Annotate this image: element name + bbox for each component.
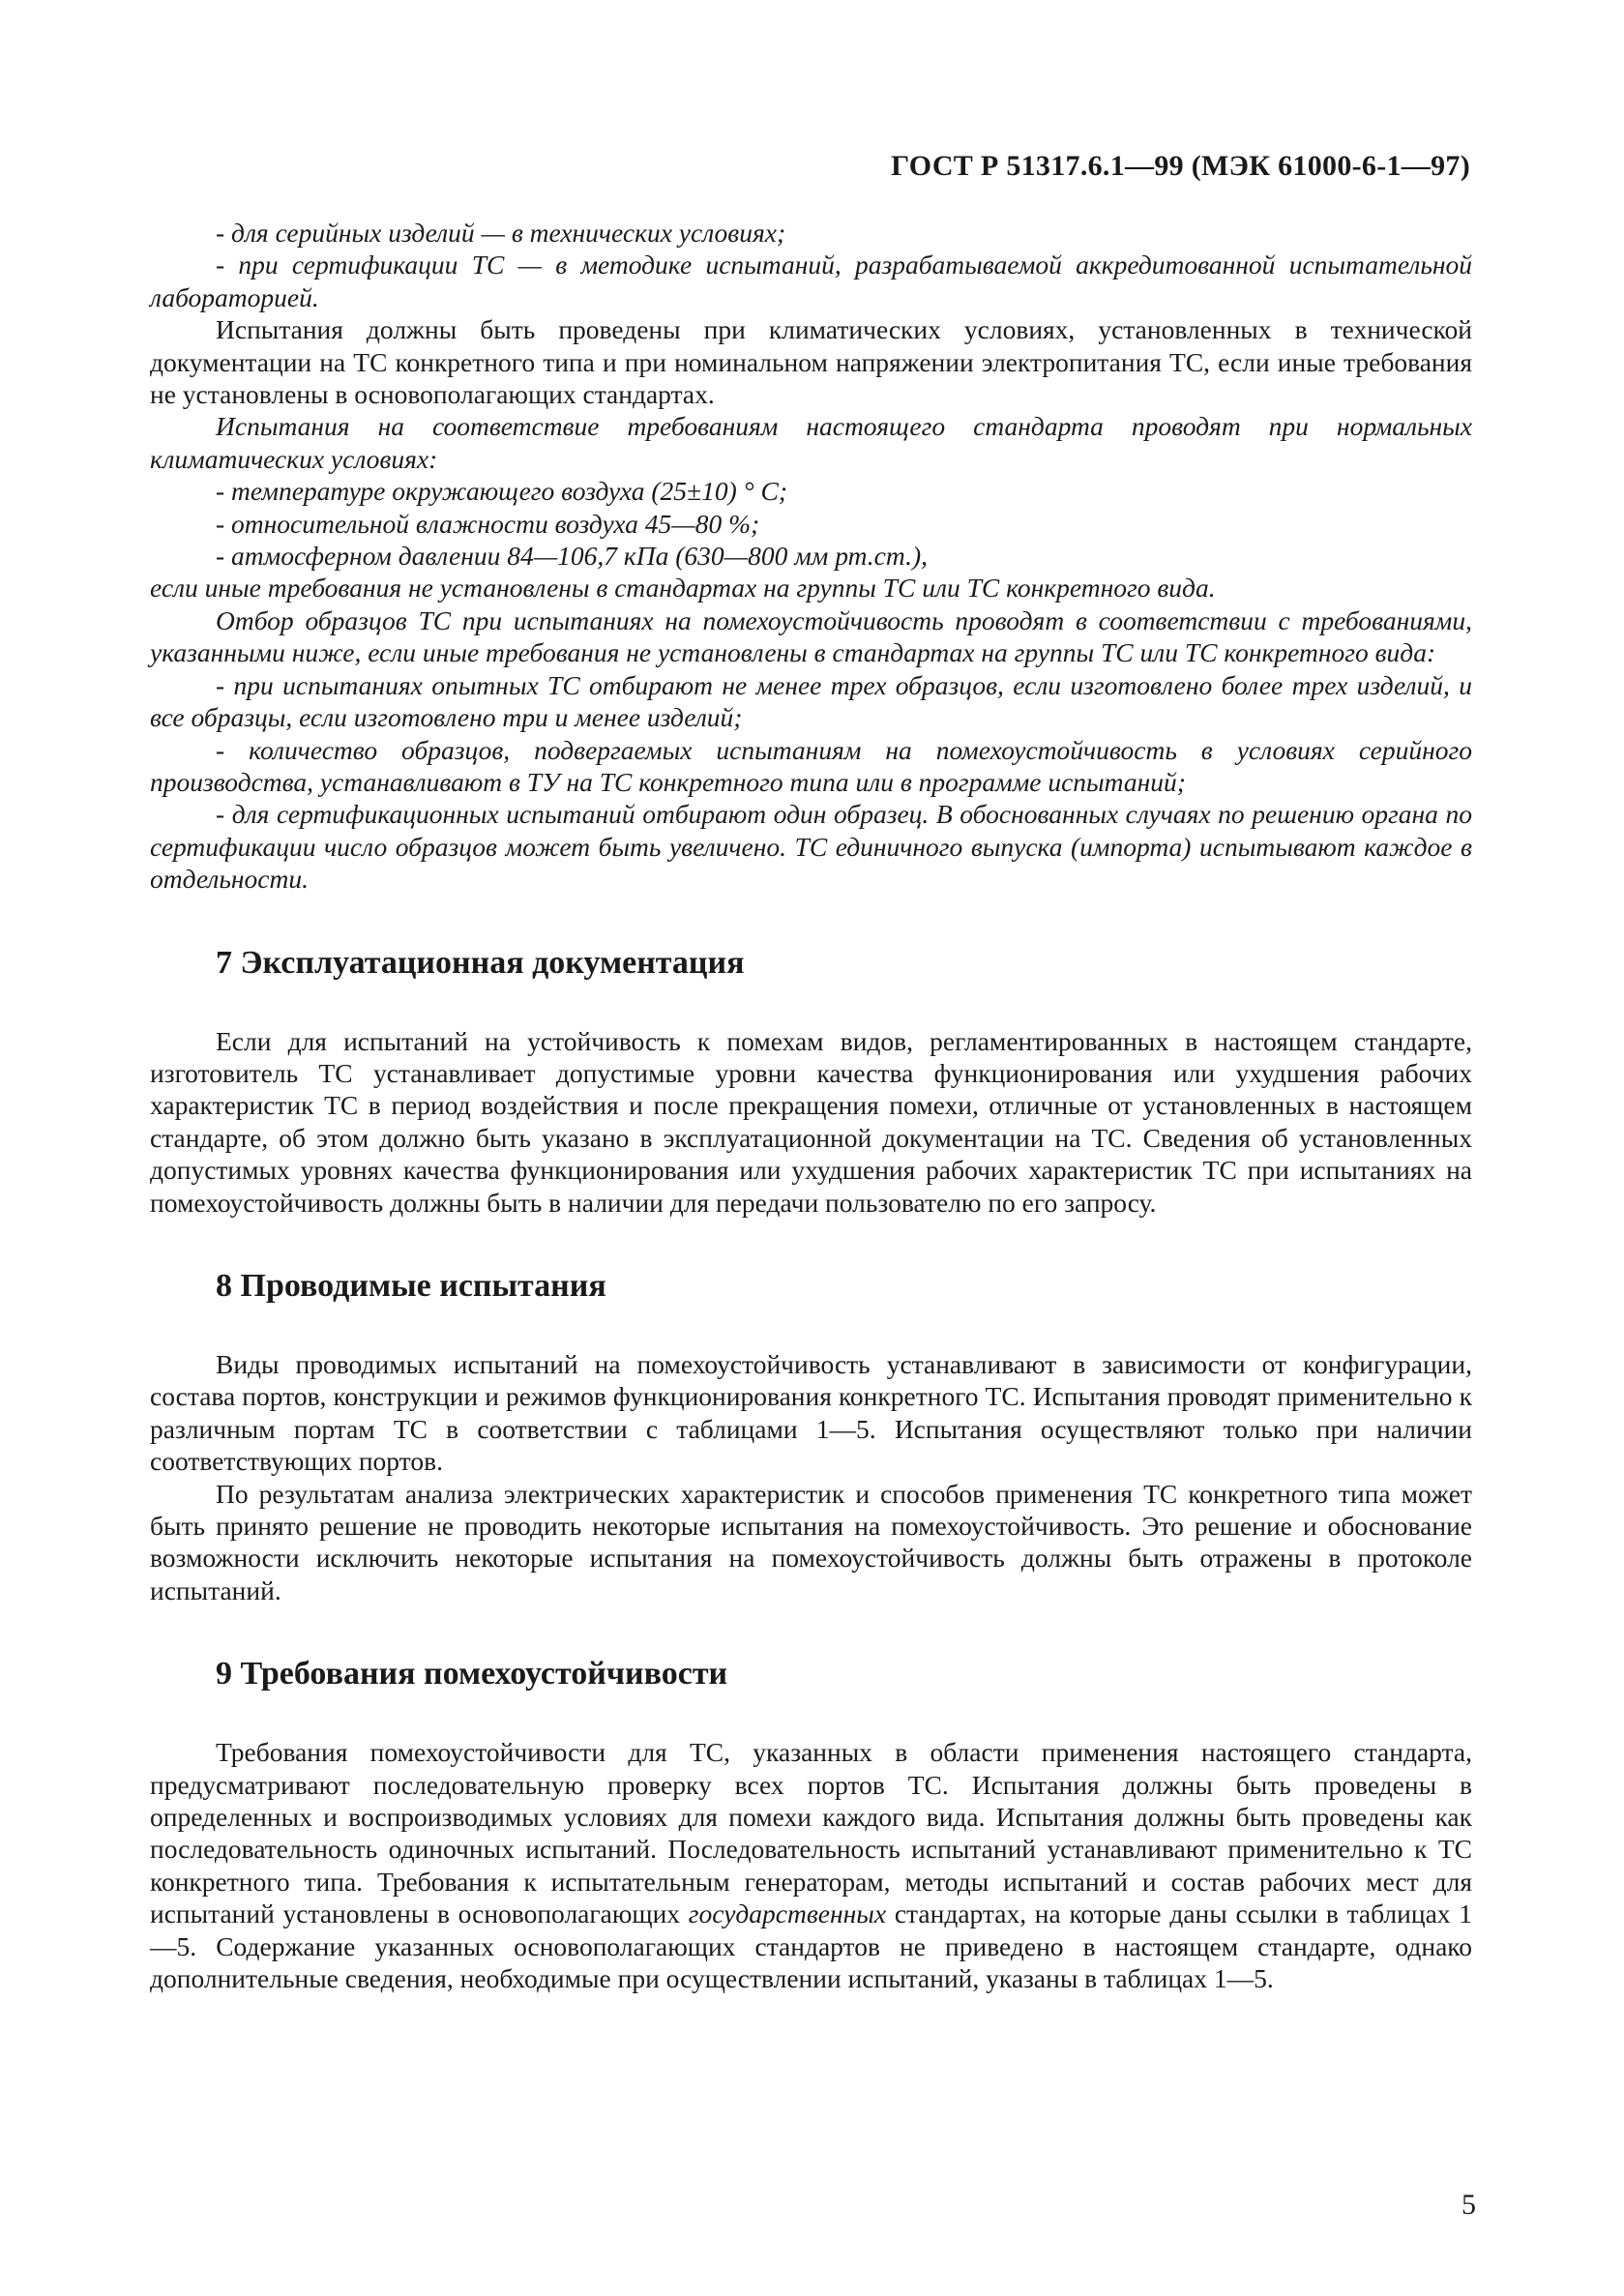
standard-header: ГОСТ Р 51317.6.1—99 (МЭК 61000-6-1—97) xyxy=(891,150,1470,182)
section-9-text-a: Требования помехоустойчивости для ТС, указанных в области применения настоящего стандарта, предусматривают последовательную проверку всех портов ТС. Испытания должны быть проведены в определенных и воспроизводимых условиях для помехи каждого вида. Испытания должны быть проведены как последовательность одиночных испытаний. Последовательность испытаний устанавливают применительно к ТС конкретного типа. Требования к испытательным генераторам, методы испытаний и состав рабочих мест для испытаний установлены в основополагающих xyxy=(150,1737,1472,1929)
condition-pressure: - атмосферном давлении 84—106,7 кПа (630—800 мм рт.ст.), xyxy=(216,541,928,572)
section-9-paragraph xyxy=(150,1736,1472,1994)
section-7-paragraph: Если для испытаний на устойчивость к помехам видов, регламентированных в настоящем стандарте, изготовитель ТС устанавливает допустимые уровни качества функционирования или ухудшения рабочих характеристик ТС в период воздействия и после прекращения помехи, отличные от установленных в настоящем стандарте, об этом должно быть указано в эксплуатационной документации на ТС. Сведения об установленных допустимых уровнях качества функционирования или ухудшения рабочих характеристик ТС при испытаниях на помехоустойчивость должны быть в наличии для передачи пользователю по его запросу. xyxy=(150,1025,1472,1218)
sampling-item-1: - при испытаниях опытных ТС отбирают не менее трех образцов, если изготовлено более трех изделий, и все образцы, если изготовлено три и менее изделий; xyxy=(150,669,1472,733)
section-8-paragraph-1: Виды проводимых испытаний на помехоустойчивость устанавливают в зависимости от конфигурации, состава портов, конструкции и режимов функционирования конкретного ТС. Испытания проводят применительно к различным портам ТС в соответствии с таблицами 1—5. Испытания осуществляют только при наличии соответствующих портов. xyxy=(150,1348,1472,1477)
sampling-item-3: - для сертификационных испытаний отбирают один образец. В обоснованных случаях по решению органа по сертификации число образцов может быть увеличено. ТС единичного выпуска (импорта) испытывают каждое в отдельности. xyxy=(150,799,1472,895)
page-number: 5 xyxy=(1462,2189,1476,2221)
paragraph-normal-conditions: Испытания на соответствие требованиям настоящего стандарта проводят при нормальных климатических условиях: xyxy=(150,411,1472,474)
sampling-item-2: - количество образцов, подвергаемых испытаниям на помехоустойчивость в условиях серийного производства, устанавливают в ТУ на ТС конкретного типа или в программе испытаний; xyxy=(150,734,1472,797)
paragraph-sampling: Отбор образцов ТС при испытаниях на помехоустойчивость проводят в соответствии с требованиями, указанными ниже, если иные требования не установлены в стандартах на группы ТС или ТС конкретного вида: xyxy=(150,604,1472,668)
condition-humidity: - относительной влажности воздуха 45—80 %; xyxy=(216,508,760,539)
section-9-text-italic: государственных xyxy=(688,1899,887,1929)
section-7-heading: 7 Эксплуатационная документация xyxy=(216,944,745,981)
list-item-cert: - при сертификации ТС — в методике испытаний, разрабатываемой аккредитованной испытательной лабораторией. xyxy=(150,250,1472,312)
section-8-paragraph-2: По результатам анализа электрических характеристик и способов применения ТС конкретного типа может быть принято решение не проводить некоторые испытания на помехоустойчивость. Это решение и обоснование возможности исключить некоторые испытания на помехоустойчивость должны быть отражены в протоколе испытаний. xyxy=(150,1478,1472,1605)
page-body xyxy=(150,217,1472,1994)
section-9-heading: 9 Требования помехоустойчивости xyxy=(216,1656,728,1693)
condition-temperature: - температуре окружающего воздуха (25±10) ° С; xyxy=(216,476,787,507)
section-8-heading: 8 Проводимые испытания xyxy=(216,1267,606,1304)
condition-tail: если иные требования не установлены в стандартах на группы ТС или ТС конкретного вида. xyxy=(150,573,1216,603)
list-item-serial: - для серийных изделий — в технических условиях; xyxy=(216,218,786,248)
paragraph-climatic: Испытания должны быть проведены при климатических условиях, установленных в технической документации на ТС конкретного типа и при номинальном напряжении электропитания ТС, если иные требования не установлены в основополагающих стандартах. xyxy=(150,314,1472,410)
section-9-text-b: стандартах, на которые даны ссылки в таблицах 1—5. Содержание указанных основополагающих стандартов не приведено в настоящем стандарте, однако дополнительные сведения, необходимые при осуществлении испытаний, указаны в таблицах 1—5. xyxy=(150,1899,1472,1994)
